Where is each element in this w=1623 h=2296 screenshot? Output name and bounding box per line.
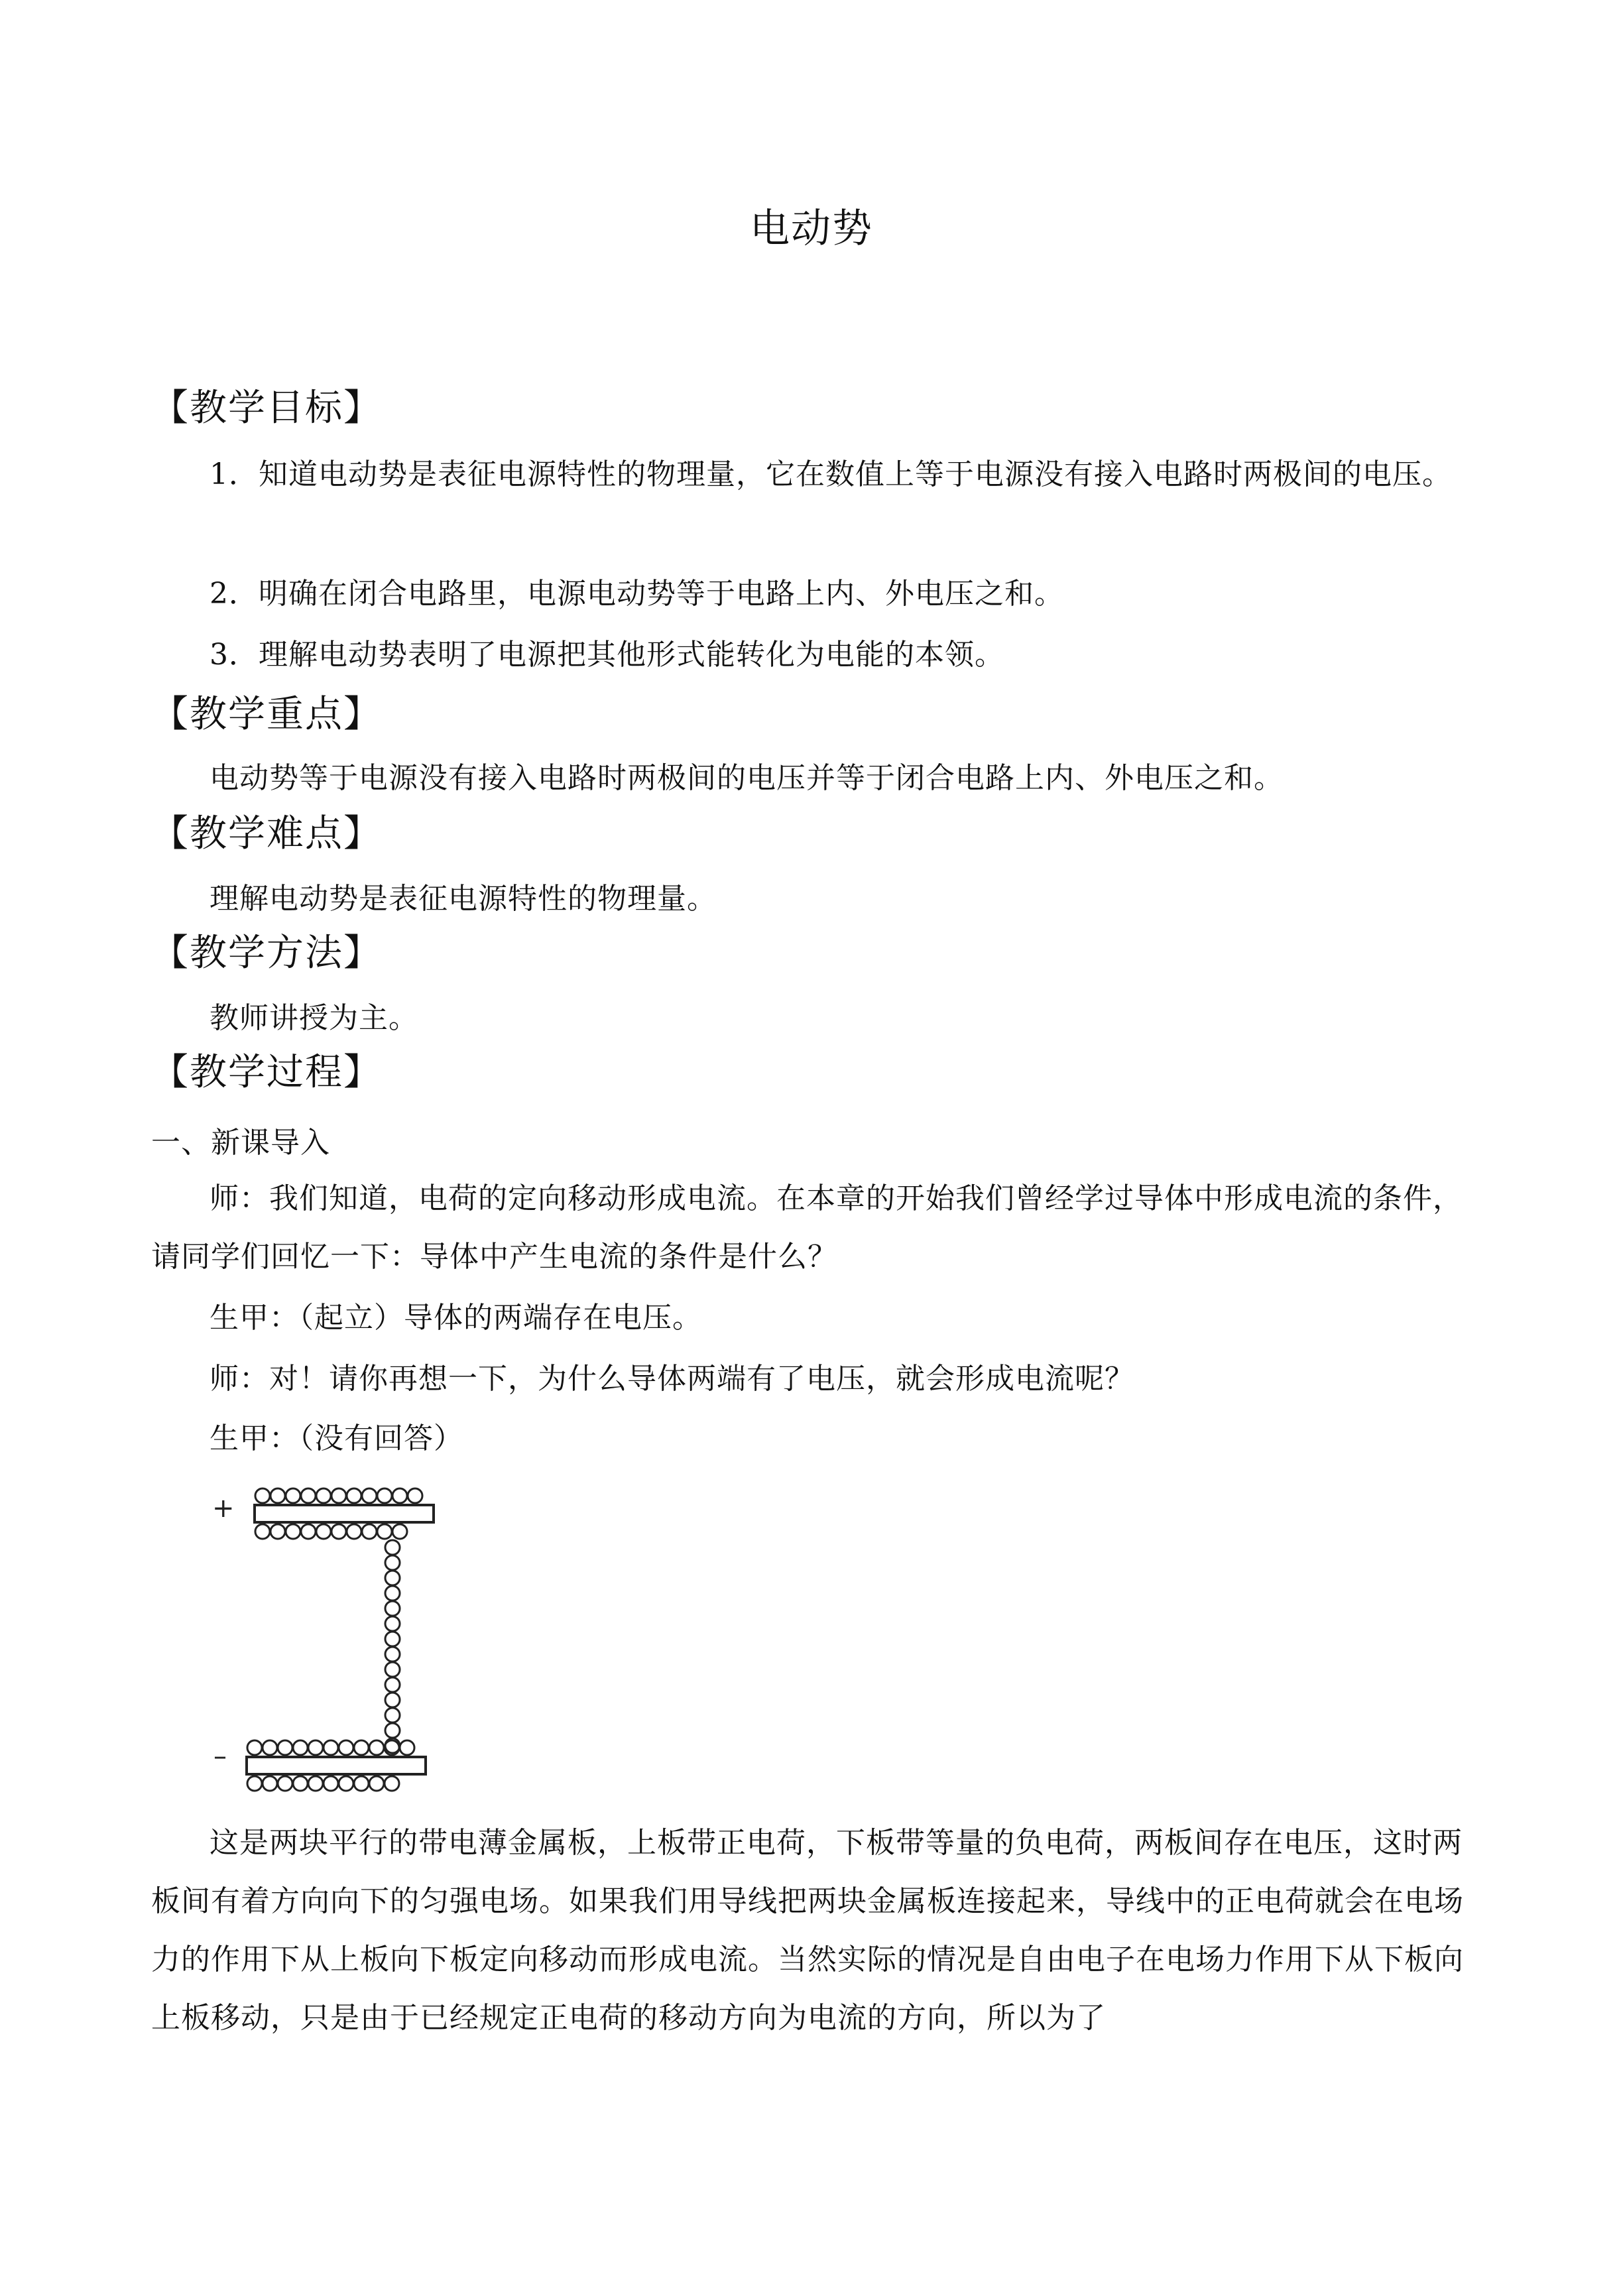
negative-charge	[339, 1740, 353, 1755]
process-subheading: 一、新课导入	[151, 1126, 330, 1160]
bottom-plate	[247, 1740, 426, 1791]
objective-item-2: 2．明确在闭合电路里，电源电动势等于电路上内、外电压之和。	[210, 577, 1064, 611]
process-heading: 【教学过程】	[151, 1051, 382, 1094]
dialogue-line-2: 生甲：（起立）导体的两端存在电压。	[210, 1301, 702, 1335]
positive-charge	[347, 1524, 361, 1539]
negative-charge	[385, 1776, 399, 1791]
wire-link	[385, 1647, 400, 1662]
positive-charge	[270, 1488, 285, 1503]
negative-charge	[324, 1776, 338, 1791]
negative-charge	[247, 1740, 262, 1755]
negative-charge	[339, 1776, 353, 1791]
methods-text: 教师讲授为主。	[210, 1001, 418, 1035]
wire-link	[385, 1708, 400, 1722]
positive-charge	[286, 1524, 300, 1539]
negative-charge	[263, 1740, 277, 1755]
wire-link	[385, 1601, 400, 1616]
positive-charge	[255, 1524, 270, 1539]
negative-charge	[308, 1776, 323, 1791]
wire-link	[385, 1632, 400, 1646]
negative-charge	[369, 1740, 384, 1755]
positive-charge	[255, 1488, 270, 1503]
negative-charge	[400, 1740, 414, 1755]
negative-charge	[354, 1740, 369, 1755]
plus-sign: +	[212, 1493, 235, 1524]
positive-charge	[362, 1524, 377, 1539]
wire-link	[385, 1693, 400, 1707]
positive-charge	[316, 1524, 331, 1539]
wire-link	[385, 1555, 400, 1570]
negative-charge	[324, 1740, 338, 1755]
wire-link	[385, 1662, 400, 1677]
negative-charge	[354, 1776, 369, 1791]
positive-charge	[331, 1488, 346, 1503]
minus-sign: –	[213, 1741, 227, 1772]
positive-charge	[392, 1524, 407, 1539]
negative-charge	[293, 1776, 308, 1791]
wire-link	[385, 1723, 400, 1738]
positive-charge	[316, 1488, 331, 1503]
methods-heading: 【教学方法】	[151, 932, 382, 975]
connecting-wire	[385, 1540, 400, 1753]
positive-charge	[331, 1524, 346, 1539]
negative-charge	[263, 1776, 277, 1791]
negative-charge	[308, 1740, 323, 1755]
positive-charge	[301, 1488, 316, 1503]
bottom-plate-charges-below	[247, 1776, 399, 1791]
explanation-paragraph: 这是两块平行的带电薄金属板，上板带正电荷，下板带等量的负电荷，两板间存在电压，这时两板间有着方向向下的匀强电场。如果我们用导线把两块金属板连接起来，导线中的正电荷就会在电场力的作用下从上板向下板定向移动而形成电流。当然实际的情况是自由电子在电场力作用下从下板向上板移动，只是由于已经规定正电荷的移动方向为电流的方向，所以为了	[151, 1826, 1464, 2035]
dialogue-line-4: 生甲：（没有回答）	[210, 1421, 463, 1455]
negative-charge	[278, 1740, 292, 1755]
objectives-heading: 【教学目标】	[151, 387, 382, 430]
wire-link	[385, 1586, 400, 1601]
dialogue-line-3: 师：对！请你再想一下，为什么导体两端有了电压，就会形成电流呢？	[210, 1362, 1134, 1396]
page-title: 电动势	[750, 206, 873, 252]
wire-link	[385, 1540, 400, 1555]
positive-charge	[377, 1488, 392, 1503]
positive-charge	[377, 1524, 392, 1539]
negative-charge	[369, 1776, 384, 1791]
top-plate-charges-below	[255, 1524, 407, 1539]
top-plate-bar	[255, 1505, 434, 1522]
wire-link	[385, 1616, 400, 1631]
difficulties-heading: 【教学难点】	[151, 812, 382, 855]
difficulties-text: 理解电动势是表征电源特性的物理量。	[210, 882, 717, 916]
objective-item-3: 3．理解电动势表明了电源把其他形式能转化为电能的本领。	[210, 638, 1004, 672]
positive-charge	[270, 1524, 285, 1539]
positive-charge	[362, 1488, 377, 1503]
negative-charge	[293, 1740, 308, 1755]
dialogue-line-1: 师：我们知道，电荷的定向移动形成电流。在本章的开始我们曾经学过导体中形成电流的条件，请同学们回忆一下：导体中产生电流的条件是什么？	[151, 1181, 1463, 1274]
positive-charge	[286, 1488, 300, 1503]
top-plate-charges-above	[255, 1488, 422, 1503]
wire-link	[385, 1571, 400, 1585]
positive-charge	[408, 1488, 422, 1503]
objective-item-1: 1．知道电动势是表征电源特性的物理量，它在数值上等于电源没有接入电路时两极间的电压。	[210, 457, 1452, 491]
charged-plates-figure	[199, 1459, 464, 1803]
key-points-text: 电动势等于电源没有接入电路时两极间的电压并等于闭合电路上内、外电压之和。	[210, 761, 1284, 795]
negative-charge	[247, 1776, 262, 1791]
negative-charge	[278, 1776, 292, 1791]
bottom-plate-bar	[247, 1757, 426, 1774]
wire-link	[385, 1677, 400, 1692]
positive-charge	[301, 1524, 316, 1539]
positive-charge	[347, 1488, 361, 1503]
key-points-heading: 【教学重点】	[151, 693, 382, 736]
top-plate	[255, 1488, 434, 1539]
positive-charge	[392, 1488, 407, 1503]
